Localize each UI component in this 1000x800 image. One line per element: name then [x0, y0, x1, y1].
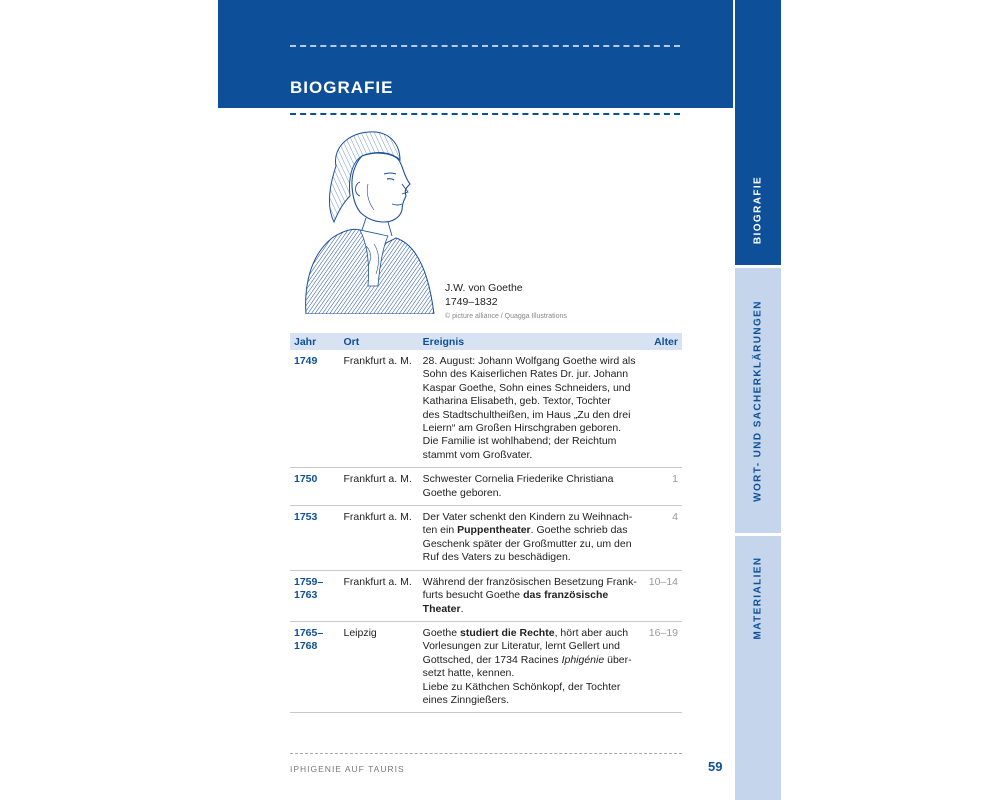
header-ort: Ort — [343, 335, 360, 348]
row-event: Goethe studiert die Rechte, hört aber auch Vorlesungen zur Literatur, lernt Gellert und Gottsched, der 1734 Racines Iphigénie über- setzt hatte, kennen. Liebe zu Käthchen Schönkopf, der Tochter eines Zinngießers. — [422, 626, 632, 706]
row-age: 4 — [672, 511, 678, 524]
footer-divider — [290, 753, 682, 754]
header-ereignis: Ereignis — [422, 335, 465, 348]
tab-materialien[interactable] — [735, 536, 781, 800]
row-place: Leipzig — [343, 626, 377, 639]
table-row — [290, 506, 682, 571]
table-row — [290, 350, 682, 468]
table-row — [290, 571, 682, 622]
tab-wort-und-sacherklaerungen-label: WORT- UND SACHERKLÄRUNGEN — [752, 299, 764, 502]
row-age — [642, 355, 682, 462]
row-year: 1753 — [294, 511, 318, 524]
portrait-credit: © picture alliance / Quagga Illustrations — [445, 313, 567, 320]
row-place: Frankfurt a. M. — [343, 511, 412, 524]
table-row — [290, 622, 682, 713]
row-place: Frankfurt a. M. — [343, 355, 412, 367]
header-divider-top — [290, 45, 680, 47]
table-header — [290, 333, 682, 350]
page-title: BIOGRAFIE — [290, 78, 394, 97]
portrait-years: 1749–1832 — [445, 296, 498, 308]
row-place: Frankfurt a. M. — [343, 575, 412, 588]
row-event: Während der französischen Besetzung Frank- furts besucht Goethe das französische Theater. — [422, 575, 637, 615]
biography-table — [290, 333, 682, 713]
portrait-name: J.W. von Goethe — [445, 282, 523, 294]
row-event: Der Vater schenkt den Kindern zu Weihnach- ten ein Puppentheater. Goethe schrieb das Geschenk später der Großmutter zu, um den Ruf des Vaters zu beschädigen. — [422, 511, 633, 564]
row-age: 16–19 — [648, 626, 678, 639]
footer-book-title: IPHIGENIE AUF TAURIS — [290, 764, 405, 774]
row-event: Schwester Cornelia Friederike Christiana Goethe geboren. — [422, 473, 614, 499]
row-age: 1 — [672, 473, 678, 486]
header-jahr: Jahr — [294, 335, 317, 348]
row-year: 1765– 1768 — [294, 626, 324, 653]
row-age: 10–14 — [648, 575, 678, 588]
portrait-caption — [445, 281, 567, 320]
tab-wort-und-sacherklaerungen[interactable] — [735, 268, 781, 533]
tab-biografie-label: BIOGRAFIE — [752, 175, 764, 245]
page-number: 59 — [708, 759, 723, 774]
page — [218, 0, 733, 800]
tab-biografie[interactable] — [735, 0, 781, 265]
row-place: Frankfurt a. M. — [343, 473, 412, 486]
row-year: 1749 — [294, 355, 318, 367]
header-divider-bottom — [290, 113, 680, 115]
tab-materialien-label: MATERIALIEN — [752, 556, 764, 640]
row-year: 1750 — [294, 473, 318, 486]
goethe-portrait-image — [296, 126, 436, 314]
header-alter: Alter — [654, 335, 678, 348]
table-body — [290, 350, 682, 713]
table-row — [290, 468, 682, 506]
row-event: 28. August: Johann Wolfgang Goethe wird als Sohn des Kaiserlichen Rates Dr. jur. Johann Kaspar Goethe, Sohn eines Schneiders, und Katharina Elisabeth, geb. Textor, Tochter des Stadtschultheißen, im Haus „Zu den drei Leiern“ am Großen Hirschgraben geboren. Die Familie ist wohlhabend; der Reichtum stammt vom Großvater. — [422, 355, 636, 461]
row-year: 1759– 1763 — [294, 575, 324, 602]
